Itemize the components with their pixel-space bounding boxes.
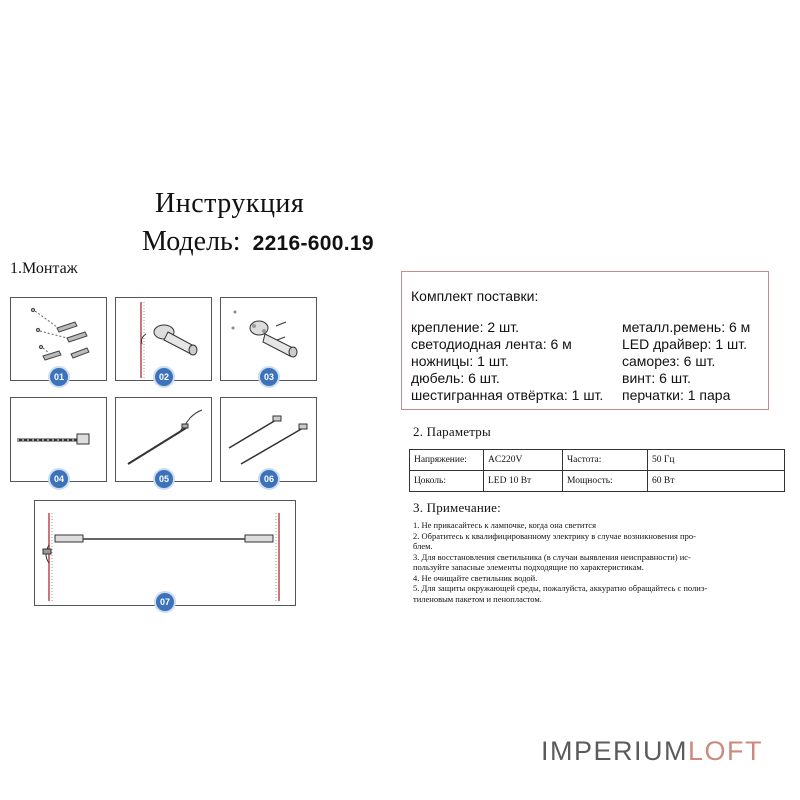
step-06-panel <box>220 397 317 482</box>
step-badge-07: 07 <box>154 591 176 613</box>
kit-item: крепление: 2 шт. <box>411 319 520 335</box>
note-line: 2. Обратитесь к квалифицированному электрику в случае возникновения про- <box>413 530 696 541</box>
table-row <box>410 450 785 471</box>
model-label: Модель: <box>142 226 241 257</box>
brand-part1: IMPERIUM <box>541 736 688 766</box>
table-cell: 50 Гц <box>648 450 785 471</box>
step-badge-01: 01 <box>48 366 70 388</box>
note-line: 1. Не прикасайтесь к лампочке, когда она светится <box>413 520 596 530</box>
kit-item: металл.ремень: 6 м <box>622 319 751 335</box>
kit-item: шестигранная отвёртка: 1 шт. <box>411 387 604 403</box>
installed-strip-illustration <box>35 501 295 605</box>
model-row <box>142 226 374 258</box>
note-line: пользуйте запасные элементы подходящие по характеристикам. <box>413 562 644 572</box>
params-table <box>409 449 785 492</box>
kit-item: перчатки: 1 пара <box>622 387 731 403</box>
notes-list <box>413 520 783 604</box>
model-code: 2216-600.19 <box>252 232 374 255</box>
step-04-panel <box>10 397 107 482</box>
step-badge-03: 03 <box>258 366 280 388</box>
kit-contents-box <box>401 271 769 410</box>
table-cell: LED 10 Вт <box>484 471 563 492</box>
note-line: тиленовым пакетом и пенопластом. <box>413 593 542 604</box>
step-05-panel <box>115 397 212 482</box>
brand-part2: LOFT <box>688 736 764 766</box>
note-line: 3. Для восстановления светильника (в случаи выявления неисправности) ис- <box>413 551 691 562</box>
kit-item: винт: 6 шт. <box>622 370 691 386</box>
step-07-panel <box>34 500 296 606</box>
note-line: 5. Для защиты окружающей среды, пожалуйста, аккуратно обращайтесь с полиэ- <box>413 583 708 593</box>
kit-title: Комплект поставки: <box>411 288 539 304</box>
notes-heading: 3. Примечание: <box>413 500 501 515</box>
step-badge-04: 04 <box>48 468 70 490</box>
step-badge-06: 06 <box>258 468 280 490</box>
kit-item: дюбель: 6 шт. <box>411 370 500 386</box>
note-line: 4. Не очищайте светильник водой. <box>413 572 538 583</box>
params-heading: 2. Параметры <box>413 424 491 439</box>
mounting-heading: 1.Монтаж <box>10 260 78 277</box>
kit-list-right <box>622 319 750 404</box>
step-01-panel <box>10 297 107 381</box>
kit-item: LED драйвер: 1 шт. <box>622 336 747 352</box>
step-03-panel <box>220 297 317 381</box>
kit-item: светодиодная лента: 6 м <box>411 336 572 352</box>
step-badge-05: 05 <box>153 468 175 490</box>
brand-logo <box>541 736 763 767</box>
table-cell: 60 Вт <box>648 471 785 492</box>
table-cell: Цоколь: <box>410 471 484 492</box>
table-cell: Напряжение: <box>410 450 484 471</box>
step-badge-02: 02 <box>153 366 175 388</box>
table-cell: AC220V <box>484 450 563 471</box>
page-title: Инструкция <box>155 188 305 219</box>
table-cell: Частота: <box>563 450 648 471</box>
step-02-panel <box>115 297 212 381</box>
table-row <box>410 471 785 492</box>
table-cell: Мощность: <box>563 471 648 492</box>
kit-list-left <box>411 319 603 404</box>
kit-item: саморез: 6 шт. <box>622 353 716 369</box>
note-line: блем. <box>413 541 433 551</box>
kit-item: ножницы: 1 шт. <box>411 353 509 369</box>
